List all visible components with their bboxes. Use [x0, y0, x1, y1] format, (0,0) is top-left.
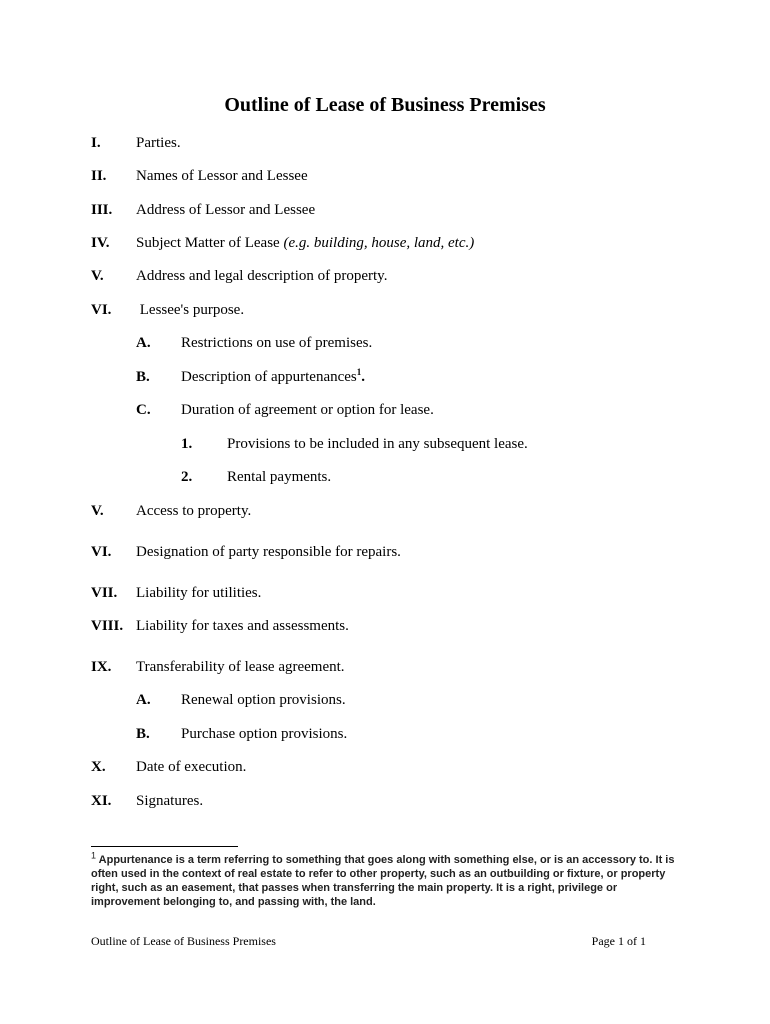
item-text: Parties. [136, 135, 181, 151]
footer-page-number: Page 1 of 1 [591, 934, 646, 948]
item-number: B. [136, 726, 150, 742]
footnote-reference[interactable]: 1 [356, 367, 362, 377]
footnote [91, 850, 681, 909]
item-text: Purchase option provisions. [181, 726, 348, 742]
item-number: 1. [181, 436, 193, 452]
footnote-separator [91, 846, 238, 847]
item-number: X. [91, 759, 106, 775]
footer-document-title: Outline of Lease of Business Premises [91, 934, 276, 948]
item-text: Address of Lessor and Lessee [136, 202, 316, 218]
item-text: Liability for taxes and assessments. [136, 618, 349, 634]
item-text: Lessee's purpose. [136, 302, 245, 318]
footnote-text: Appurtenance is a term referring to something that goes along with something else, or is an accessory to. It is often used in the context of real estate to refer to other property, such as an outbuilding or fixture, or property right, such as an easement, that passes when transferring the main property. It is a right, privilege or improvement belonging to, and passing with, the land. [91, 854, 675, 908]
item-number: B. [136, 369, 150, 385]
item-text: Access to property. [136, 503, 252, 519]
document-title: Outline of Lease of Business Premises [224, 94, 546, 116]
item-text: Signatures. [136, 793, 204, 809]
item-number: I. [91, 135, 101, 151]
item-number: VII. [91, 585, 118, 601]
item-number: VI. [91, 302, 112, 318]
item-number: IV. [91, 235, 110, 251]
item-text: Rental payments. [227, 469, 332, 485]
item-number: VIII. [91, 618, 124, 634]
item-number: V. [91, 503, 104, 519]
item-text: Description of appurtenances [181, 369, 357, 385]
item-number: IX. [91, 659, 112, 675]
item-number: A. [136, 335, 151, 351]
item-number: 2. [181, 469, 193, 485]
item-number: II. [91, 168, 107, 184]
item-text: Transferability of lease agreement. [136, 659, 345, 675]
footnote-mark: 1 [91, 850, 97, 861]
item-tail: . [361, 369, 366, 385]
item-text: Renewal option provisions. [181, 692, 346, 708]
item-text: Address and legal description of property. [136, 268, 388, 284]
item-number: III. [91, 202, 113, 218]
item-text: Liability for utilities. [136, 585, 262, 601]
item-text: Date of execution. [136, 759, 247, 775]
item-number: VI. [91, 544, 112, 560]
item-number: A. [136, 692, 151, 708]
item-text: Duration of agreement or option for lease. [181, 402, 434, 418]
item-text: Names of Lessor and Lessee [136, 168, 308, 184]
item-number: XI. [91, 793, 112, 809]
item-text: Designation of party responsible for repairs. [136, 544, 401, 560]
item-number: C. [136, 402, 151, 418]
item-text-wrap [136, 233, 474, 253]
item-text: Restrictions on use of premises. [181, 335, 373, 351]
item-text: Subject Matter of Lease [136, 235, 284, 251]
item-text-wrap [181, 367, 365, 387]
item-text: Provisions to be included in any subsequent lease. [227, 436, 528, 452]
item-number: V. [91, 268, 104, 284]
item-example: (e.g. building, house, land, etc.) [283, 235, 475, 251]
